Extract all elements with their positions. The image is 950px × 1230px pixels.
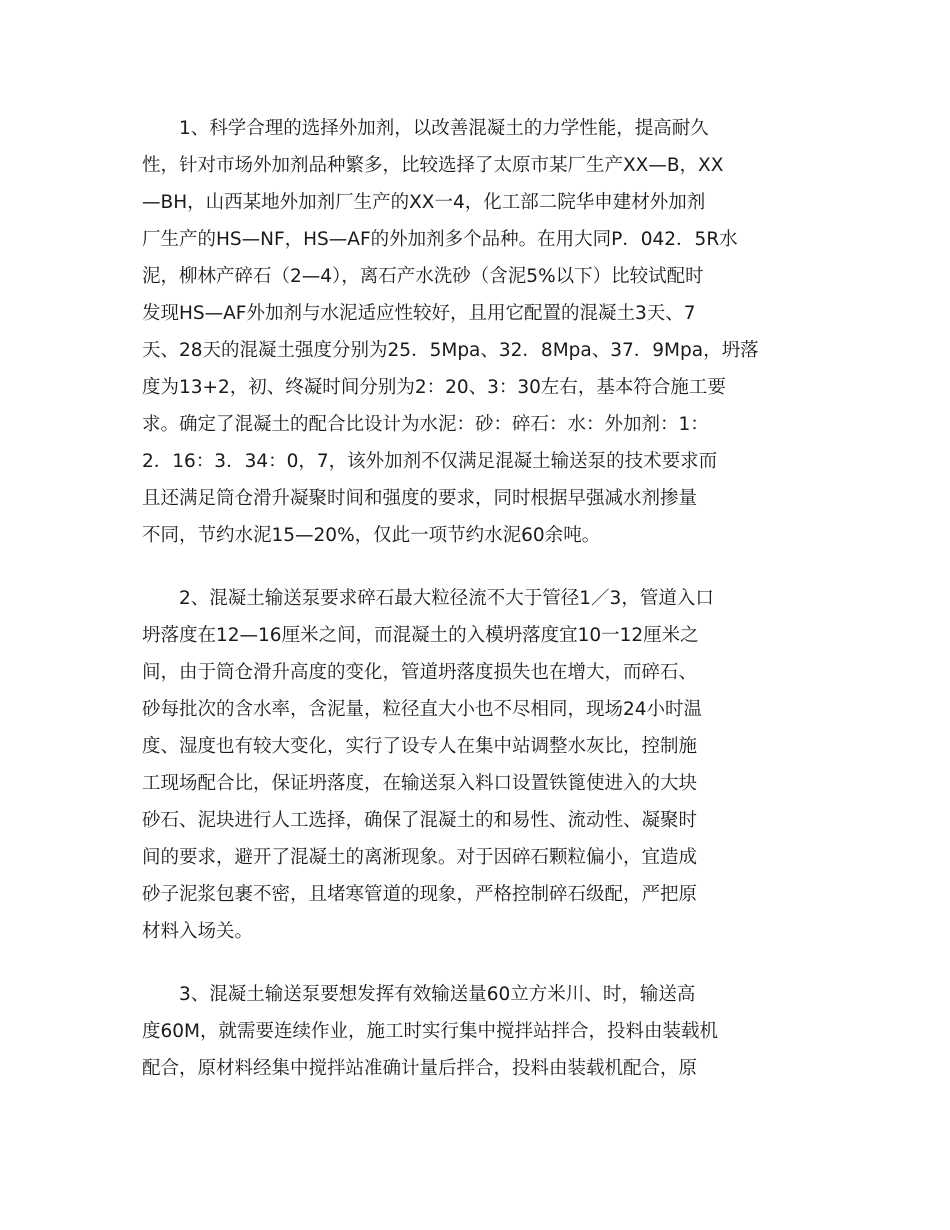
- text-line: 度60M，就需要连续作业，施工时实行集中搅拌站拌合，投料由装载机: [142, 1021, 719, 1042]
- text-line: 工现场配合比，保证坍落度，在输送泵入料口设置铁篦使进入的大块: [142, 773, 698, 794]
- text-line: 砂子泥浆包裹不密，且堵寒管道的现象，严格控制碎石级配，严把原: [142, 884, 698, 905]
- text-line: 间的要求，避开了混凝土的离淅现象。对于因碎石颗粒偏小，宜造成: [142, 847, 698, 868]
- text-line: 3、混凝土输送泵要想发挥有效输送量60立方米川、时，输送高: [179, 984, 696, 1005]
- paragraph-3: [142, 976, 812, 1087]
- text-line: —BH，山西某地外加剂厂生产的XX一4，化工部二院华申建材外加剂: [142, 192, 706, 213]
- text-line: 发现HS—AF外加剂与水泥适应性较好，且用它配置的混凝土3天、7: [142, 303, 696, 324]
- text-line: 不同，节约水泥15—20%，仅此一项节约水泥60余吨。: [142, 525, 601, 546]
- text-line: 度为13+2，初、终凝时间分别为2：20、3：30左右，基本符合施工要: [142, 377, 726, 398]
- text-line: 砂每批次的含水率，含泥量，粒径直大小也不尽相同，现场24小时温: [142, 699, 703, 720]
- text-line: 砂石、泥块进行人工选择，确保了混凝土的和易性、流动性、凝聚时: [142, 810, 698, 831]
- text-line: 坍落度在12—16厘米之间，而混凝土的入模坍落度宜10一12厘米之: [142, 625, 699, 646]
- text-line: 度、湿度也有较大变化，实行了设专人在集中站调整水灰比，控制施: [142, 736, 698, 757]
- text-line: 材料入场关。: [142, 921, 254, 942]
- text-line: 厂生产的HS—NF，HS—AF的外加剂多个品种。在用大同P．042．5R水: [142, 229, 738, 250]
- text-line: 间，由于筒仓滑升高度的变化，管道坍落度损失也在增大，而碎石、: [142, 662, 698, 683]
- text-line: 且还满足筒仓滑升凝聚时间和强度的要求，同时根据早强减水剂掺量: [142, 488, 698, 509]
- text-line: 1、科学合理的选择外加剂，以改善混凝土的力学性能，提高耐久: [179, 118, 709, 139]
- text-line: 配合，原材料经集中搅拌站准确计量后拌合，投料由装载机配合，原: [142, 1058, 698, 1079]
- text-line: 2．16：3．34：0，7，该外加剂不仅满足混凝土输送泵的技术要求而: [142, 451, 718, 472]
- text-line: 天、28天的混凝土强度分别为25．5Mpa、32．8Mpa、37．9Mpa，坍落: [142, 340, 759, 361]
- document-body: [142, 110, 812, 1113]
- text-line: 2、混凝土输送泵要求碎石最大粒径流不大于管径1／3，管道入口: [179, 588, 714, 609]
- text-line: 泥，柳林产碎石（2—4），离石产水洗砂（含泥5%以下）比较试配时: [142, 266, 704, 287]
- paragraph-1: [142, 110, 812, 554]
- text-line: 性，针对市场外加剂品种繁多，比较选择了太原市某厂生产XX—B，XX: [142, 155, 724, 176]
- text-line: 求。确定了混凝土的配合比设计为水泥：砂：碎石：水：外加剂：1：: [142, 414, 709, 435]
- paragraph-2: [142, 580, 812, 950]
